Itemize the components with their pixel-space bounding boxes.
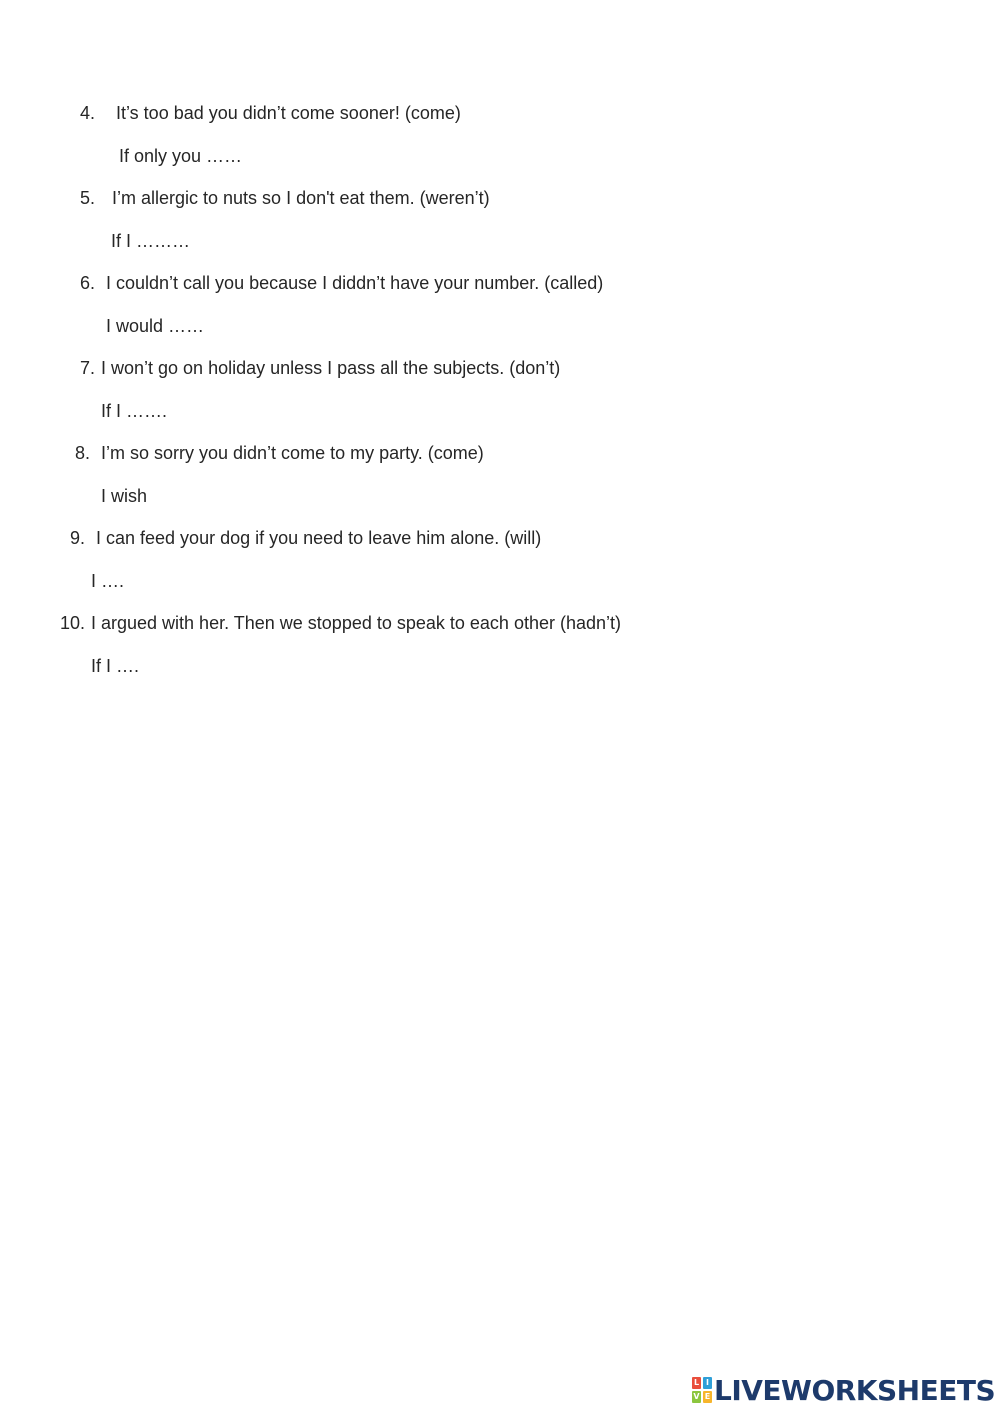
exercise-number: 8.: [75, 443, 91, 463]
exercise-8-prompt: I wish: [101, 486, 148, 506]
exercise-number: 6.: [80, 273, 96, 293]
exercise-9-sentence: [70, 527, 541, 549]
exercise-number: 5.: [80, 188, 96, 208]
liveworksheets-logo: [692, 1374, 995, 1406]
logo-mark-tile: I: [703, 1377, 712, 1389]
logo-mark-tile: V: [693, 1392, 700, 1401]
exercise-7-prompt: If I …….: [101, 401, 168, 421]
exercise-10-prompt: If I ….: [91, 656, 140, 676]
logo-mark-tile: E: [704, 1392, 711, 1401]
exercise-6-sentence: [80, 272, 603, 294]
logo-mark-tile: L: [693, 1378, 700, 1387]
exercise-text: I argued with her. Then we stopped to speak to each other (hadn’t): [91, 613, 622, 633]
exercise-text: I won’t go on holiday unless I pass all the subjects. (don’t): [101, 358, 561, 378]
exercise-text: I can feed your dog if you need to leave him alone. (will): [96, 528, 542, 548]
exercise-text: I’m so sorry you didn’t come to my party. (come): [101, 443, 484, 463]
exercise-number: 4.: [80, 103, 96, 123]
exercise-7-sentence: [80, 357, 560, 379]
exercise-text: It’s too bad you didn’t come sooner! (come): [116, 103, 461, 123]
exercise-text: I’m allergic to nuts so I don't eat them. (weren’t): [112, 188, 490, 208]
exercise-number: 7.: [80, 358, 96, 378]
exercise-4-prompt: If only you ……: [119, 146, 243, 166]
logo-mark-icon: [692, 1377, 712, 1403]
exercise-text: I couldn’t call you because I diddn’t have your number. (called): [106, 273, 604, 293]
logo-text: LIVEWORKSHEETS: [714, 1373, 996, 1407]
exercise-number: 9.: [70, 528, 86, 548]
exercise-5-prompt: If I ………: [111, 231, 191, 251]
exercise-10-sentence: [60, 612, 621, 634]
exercise-number: 10.: [60, 613, 86, 633]
exercise-6-prompt: I would ……: [106, 316, 205, 336]
exercise-4-sentence: [80, 102, 461, 124]
exercise-9-prompt: I ….: [91, 571, 125, 591]
exercise-8-sentence: [75, 442, 484, 464]
exercise-5-sentence: [80, 187, 490, 209]
